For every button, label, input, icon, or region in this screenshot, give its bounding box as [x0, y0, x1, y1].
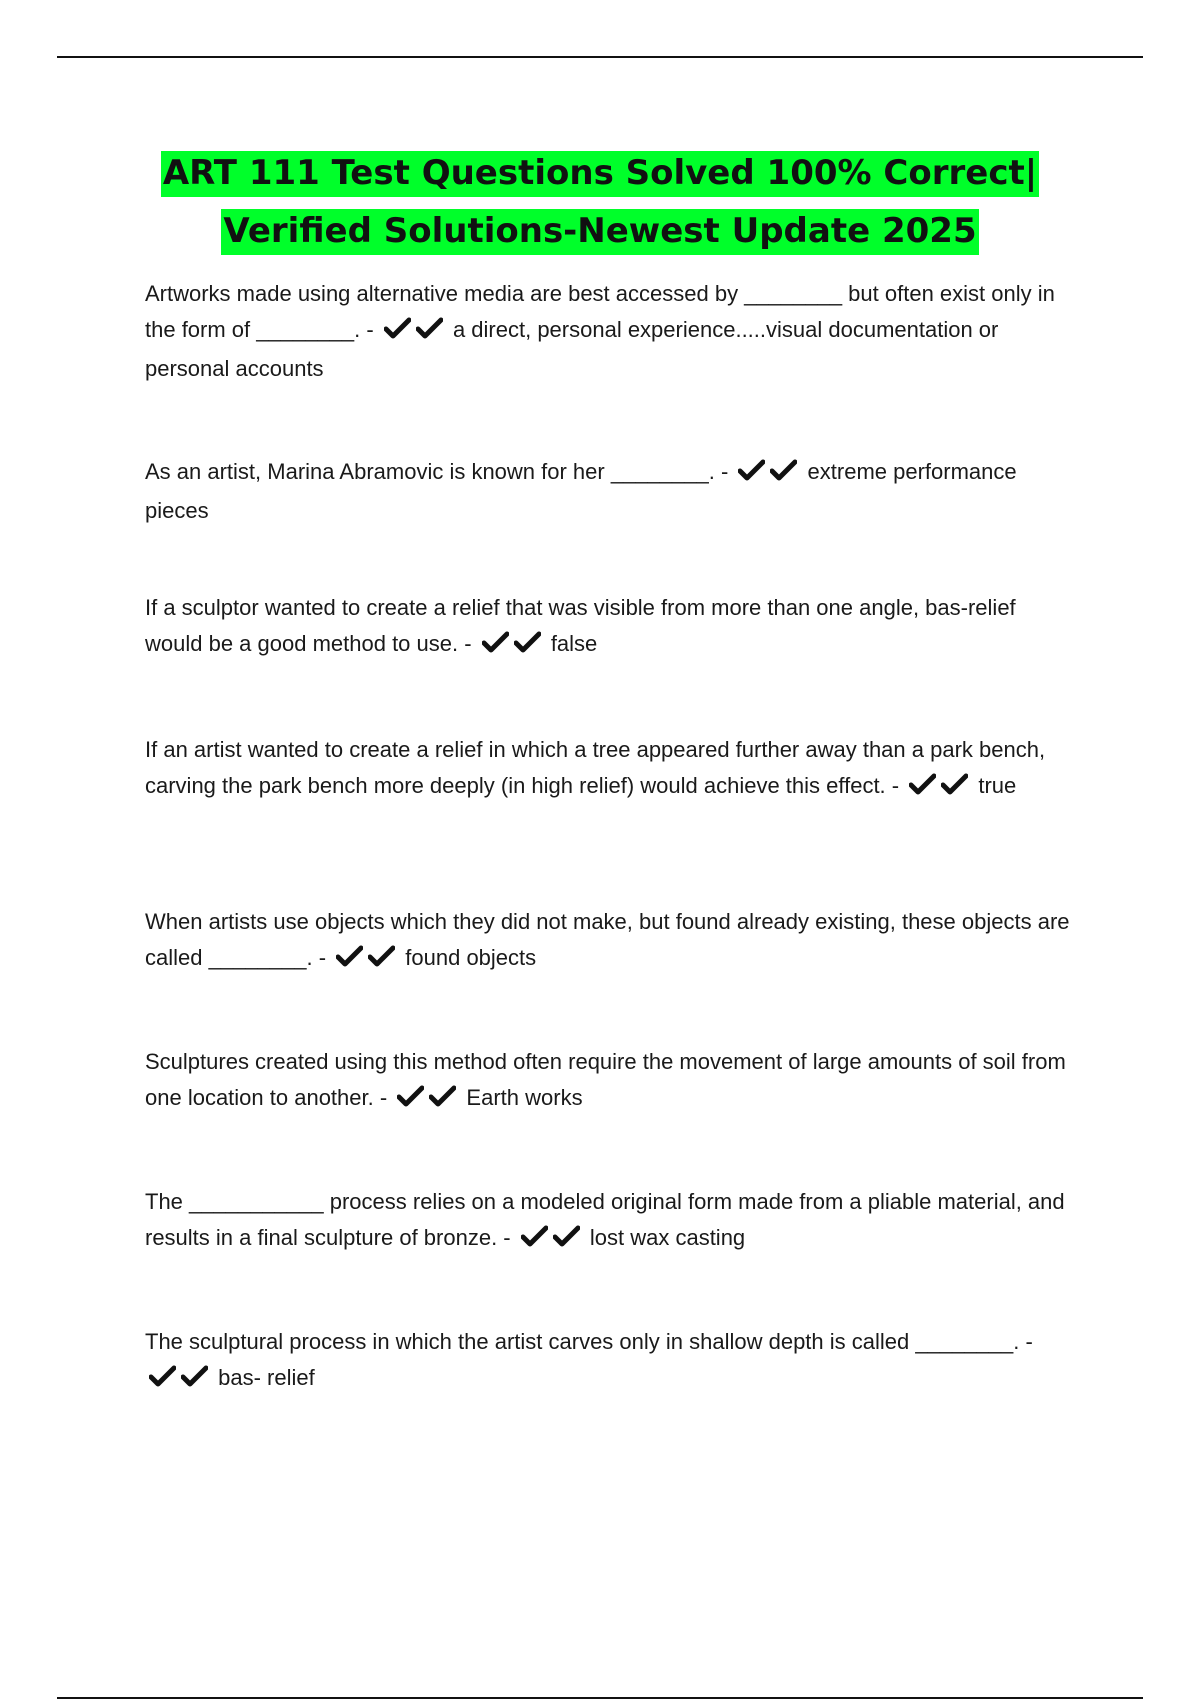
check-mark-icon	[181, 1365, 208, 1388]
answer-text: true	[978, 773, 1017, 798]
check-mark-icon	[514, 631, 541, 654]
check-mark-pair	[397, 1083, 458, 1119]
answer-text: lost wax casting	[589, 1225, 746, 1250]
qa-item	[145, 1184, 1075, 1259]
answer-text: false	[550, 631, 598, 656]
check-mark-pair	[149, 1363, 210, 1399]
qa-item	[145, 1044, 1075, 1119]
document-title	[0, 144, 1200, 260]
check-mark-icon	[336, 945, 363, 968]
check-mark-pair	[384, 315, 445, 351]
check-mark-icon	[521, 1225, 548, 1248]
title-line-1	[0, 144, 1200, 202]
check-mark-pair	[482, 629, 543, 665]
answer-text: bas- relief	[218, 1365, 315, 1390]
question-text: The ___________ process relies on a modeled original form made from a pliable material, and results in a final sculpture of bronze. -	[145, 1189, 1065, 1250]
question-text: Sculptures created using this method often require the movement of large amounts of soil from one location to another. -	[145, 1049, 1066, 1110]
answer-text: extreme performance pieces	[145, 459, 1017, 523]
check-mark-icon	[416, 317, 443, 340]
title-line-2	[0, 202, 1200, 260]
check-mark-icon	[397, 1085, 424, 1108]
check-mark-icon	[149, 1365, 176, 1388]
check-mark-pair	[521, 1223, 582, 1259]
check-mark-pair	[738, 457, 799, 493]
answer-text: Earth works	[466, 1085, 583, 1110]
check-mark-icon	[384, 317, 411, 340]
check-mark-pair	[909, 771, 970, 807]
check-mark-icon	[738, 459, 765, 482]
header-rule	[57, 56, 1143, 58]
footer-rule	[57, 1697, 1143, 1699]
check-mark-icon	[482, 631, 509, 654]
title-line-1-text: ART 111 Test Questions Solved 100% Correct|	[161, 151, 1039, 197]
qa-item	[145, 904, 1075, 979]
check-mark-icon	[553, 1225, 580, 1248]
qa-item	[145, 590, 1075, 665]
question-text: If a sculptor wanted to create a relief that was visible from more than one angle, bas-relief would be a good method to use. -	[145, 595, 1016, 656]
qa-item	[145, 732, 1075, 807]
check-mark-icon	[368, 945, 395, 968]
answer-text: found objects	[405, 945, 537, 970]
qa-item	[145, 276, 1075, 387]
question-text: If an artist wanted to create a relief in which a tree appeared further away than a park bench, carving the park bench more deeply (in high relief) would achieve this effect. -	[145, 737, 1046, 798]
qa-item	[145, 1324, 1075, 1399]
question-text: As an artist, Marina Abramovic is known for her ________. -	[145, 459, 729, 484]
question-text: When artists use objects which they did not make, but found already existing, these objects are called ________. -	[145, 909, 1070, 970]
check-mark-icon	[429, 1085, 456, 1108]
check-mark-pair	[336, 943, 397, 979]
check-mark-icon	[909, 773, 936, 796]
question-text: Artworks made using alternative media are best accessed by ________ but often exist only in the form of ________. -	[145, 281, 1055, 342]
qa-item	[145, 454, 1075, 529]
answer-text: a direct, personal experience.....visual documentation or personal accounts	[145, 317, 999, 381]
question-text: The sculptural process in which the artist carves only in shallow depth is called ________. -	[145, 1329, 1033, 1354]
check-mark-icon	[941, 773, 968, 796]
check-mark-icon	[770, 459, 797, 482]
title-line-2-text: Verified Solutions-Newest Update 2025	[221, 209, 978, 255]
